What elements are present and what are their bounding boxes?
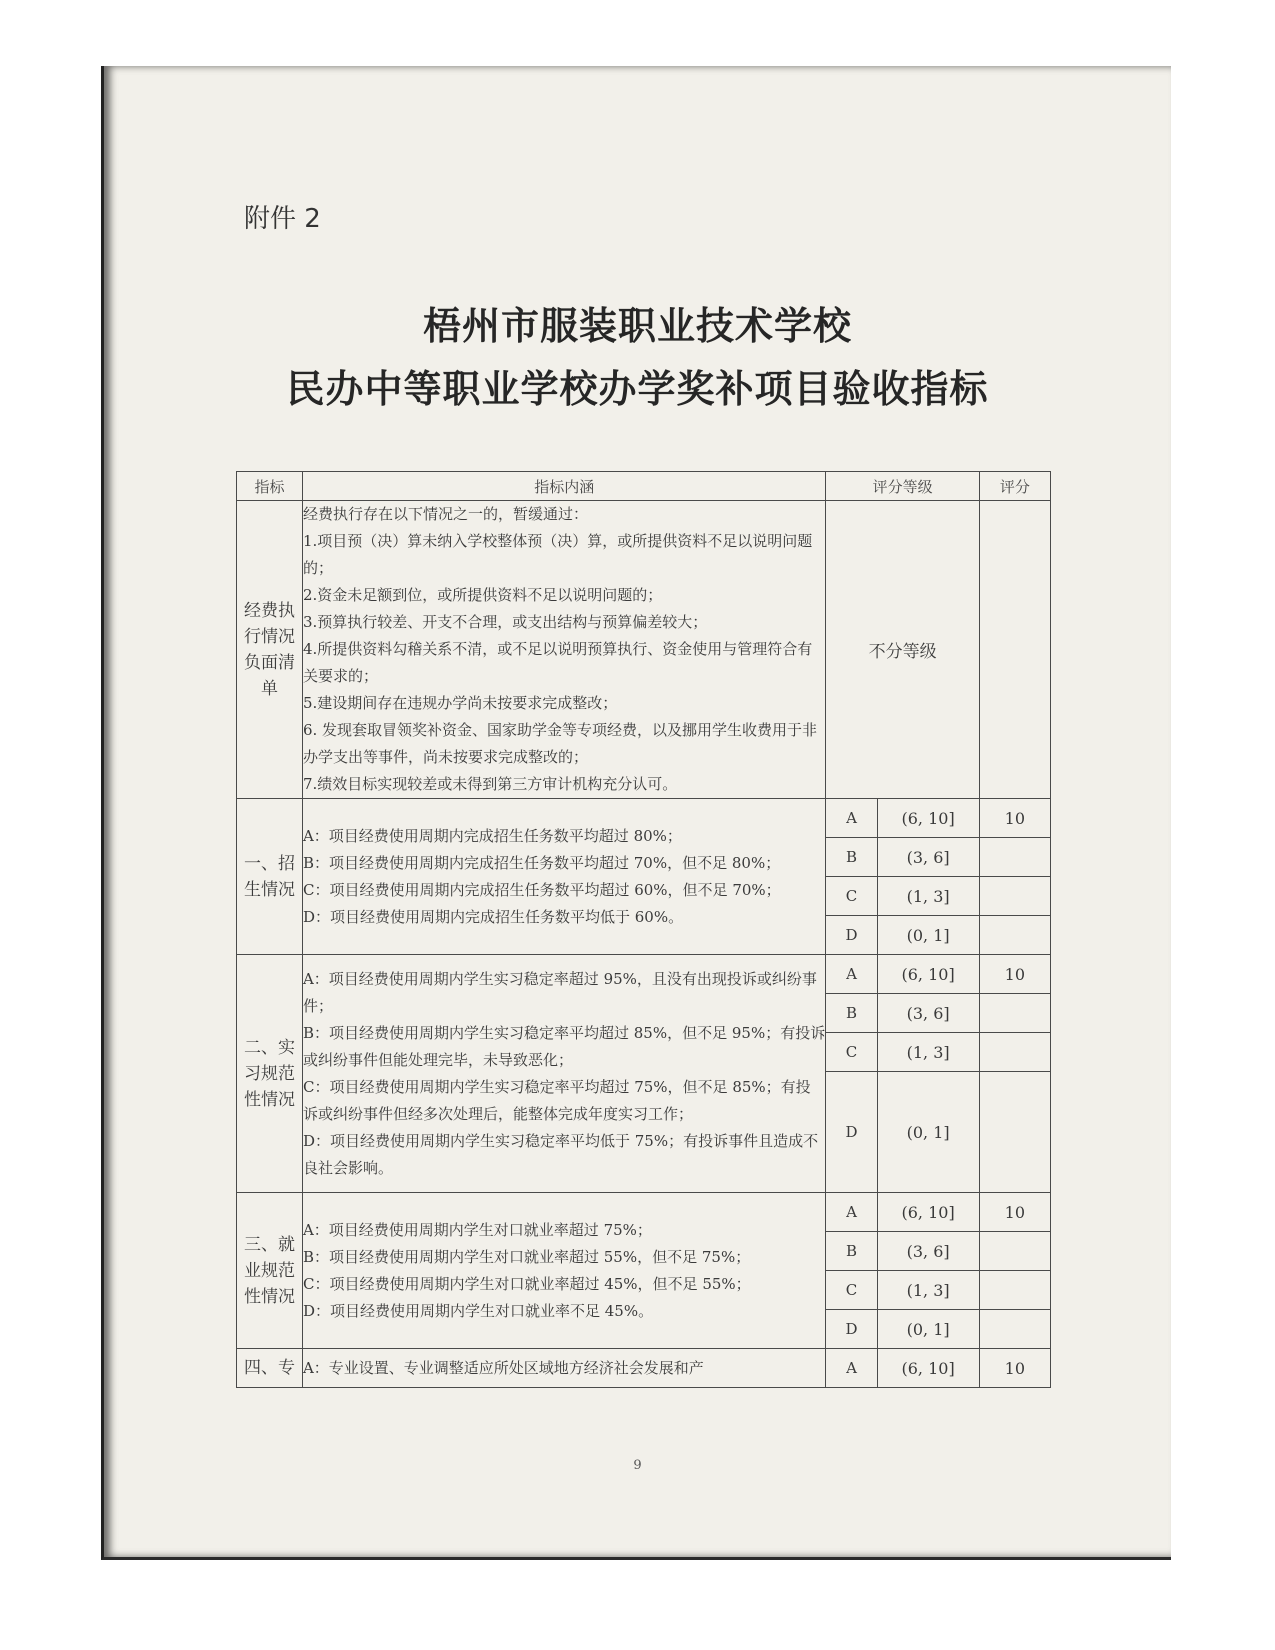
content-line: 经费执行存在以下情况之一的，暂缓通过：: [302, 505, 588, 523]
content-line: 3.预算执行较差、开支不合理，或支出结构与预算偏差较大；: [302, 613, 708, 631]
grade-range: (6, 10]: [877, 955, 979, 994]
page-number: 9: [633, 1458, 642, 1473]
table-row: [237, 1193, 1051, 1232]
indicator-negative-list: 经费执行情况负面清单: [237, 501, 303, 799]
content-line: A：项目经费使用周期内学生对口就业率超过 75%；: [302, 1220, 652, 1239]
score-cell: [979, 838, 1050, 877]
table-row: [237, 799, 1051, 838]
table-header-row: [237, 472, 1051, 501]
score-cell: [979, 1033, 1050, 1072]
grade-range: (3, 6]: [877, 838, 979, 877]
indicator-major: 四、专: [237, 1349, 303, 1388]
indicator-internship: 二、实习规范性情况: [237, 955, 303, 1193]
grade-letter: D: [826, 1310, 877, 1349]
table-row: [237, 501, 1051, 799]
grade-range: (1, 3]: [877, 877, 979, 916]
content-line: B：项目经费使用周期内学生对口就业率超过 55%，但不足 75%；: [302, 1247, 751, 1266]
content-line: A：项目经费使用周期内学生实习稳定率超过 95%，且没有出现投诉或纠纷事件；: [302, 969, 817, 1015]
grade-range: (6, 10]: [877, 1193, 979, 1232]
content-employment: [302, 1193, 826, 1349]
indicator-employment: 三、就业规范性情况: [237, 1193, 303, 1349]
grade-letter: C: [826, 1271, 877, 1310]
grade-letter: C: [826, 877, 877, 916]
content-line: B：项目经费使用周期内学生实习稳定率平均超过 85%，但不足 95%；有投诉或纠纷事件但能处理完毕，未导致恶化；: [302, 1023, 826, 1069]
content-line: B：项目经费使用周期内完成招生任务数平均超过 70%，但不足 80%；: [302, 853, 781, 872]
grade-letter: D: [826, 916, 877, 955]
score-cell: 10: [979, 1193, 1050, 1232]
header-content: 指标内涵: [302, 472, 826, 501]
grade-range: (3, 6]: [877, 994, 979, 1033]
attachment-label: 附件 2: [244, 204, 321, 234]
score-cell: 10: [979, 799, 1050, 838]
indicator-enrollment: 一、招生情况: [237, 799, 303, 955]
content-line: 1.项目预（决）算未纳入学校整体预（决）算，或所提供资料不足以说明问题的；: [302, 532, 813, 577]
score-cell: [979, 994, 1050, 1033]
content-line: 2.资金未足额到位，或所提供资料不足以说明问题的；: [302, 586, 663, 604]
grade-range: (0, 1]: [877, 1310, 979, 1349]
content-line: 4.所提供资料勾稽关系不清，或不足以说明预算执行、资金使用与管理符合有关要求的；: [302, 640, 813, 685]
table-row: [237, 955, 1051, 994]
header-grade: 评分等级: [826, 472, 979, 501]
grade-letter: A: [826, 1193, 877, 1232]
score-cell: [979, 916, 1050, 955]
grade-range: (0, 1]: [877, 1072, 979, 1193]
grade-range: (1, 3]: [877, 1033, 979, 1072]
content-enrollment: [302, 799, 826, 955]
content-line: C：项目经费使用周期内学生实习稳定率平均超过 75%，但不足 85%；有投诉或纠纷事件但经多次处理后，能整体完成年度实习工作；: [302, 1077, 811, 1123]
score-cell: 10: [979, 955, 1050, 994]
grade-letter: A: [826, 799, 877, 838]
grade-letter: A: [826, 1349, 877, 1388]
score-cell: [979, 1072, 1050, 1193]
grade-letter: C: [826, 1033, 877, 1072]
document-title-line2: 民办中等职业学校办学奖补项目验收指标: [286, 366, 989, 411]
content-major: [302, 1349, 826, 1388]
score-cell: [979, 501, 1050, 799]
content-line: D：项目经费使用周期内学生对口就业率不足 45%。: [302, 1301, 654, 1320]
acceptance-indicator-table: [236, 471, 1051, 1388]
content-line: 7.绩效目标实现较差或未得到第三方审计机构充分认可。: [302, 775, 678, 793]
grade-range: (0, 1]: [877, 916, 979, 955]
grade-range: (6, 10]: [877, 1349, 979, 1388]
grade-letter: B: [826, 1232, 877, 1271]
content-line: D：项目经费使用周期内学生实习稳定率平均低于 75%；有投诉事件且造成不良社会影响。: [302, 1131, 819, 1177]
content-line: D：项目经费使用周期内完成招生任务数平均低于 60%。: [302, 907, 684, 926]
score-cell: [979, 1310, 1050, 1349]
document-title-line1: 梧州市服装职业技术学校: [422, 303, 852, 348]
grade-letter: B: [826, 838, 877, 877]
grade-range: (3, 6]: [877, 1232, 979, 1271]
content-line: C：项目经费使用周期内完成招生任务数平均超过 60%，但不足 70%；: [302, 880, 781, 899]
content-line: 5.建设期间存在违规办学尚未按要求完成整改；: [302, 694, 618, 712]
content-line: 6. 发现套取冒领奖补资金、国家助学金等专项经费，以及挪用学生收费用于非办学支出等事件，尚未按要求完成整改的；: [302, 721, 818, 766]
grade-letter: A: [826, 955, 877, 994]
grade-letter: D: [826, 1072, 877, 1193]
score-cell: [979, 1232, 1050, 1271]
content-line: A：项目经费使用周期内完成招生任务数平均超过 80%；: [302, 826, 682, 845]
content-internship: [302, 955, 826, 1193]
content-line: C：项目经费使用周期内学生对口就业率超过 45%，但不足 55%；: [302, 1274, 751, 1293]
grade-letter: B: [826, 994, 877, 1033]
table-row: [237, 1349, 1051, 1388]
grade-range: (6, 10]: [877, 799, 979, 838]
header-score: 评分: [979, 472, 1050, 501]
grade-not-applicable: 不分等级: [826, 501, 979, 799]
header-indicator: 指标: [237, 472, 303, 501]
content-negative-list: [302, 501, 826, 799]
score-cell: [979, 1271, 1050, 1310]
content-line: A：专业设置、专业调整适应所处区域地方经济社会发展和产: [302, 1358, 704, 1377]
score-cell: [979, 877, 1050, 916]
score-cell: 10: [979, 1349, 1050, 1388]
grade-range: (1, 3]: [877, 1271, 979, 1310]
